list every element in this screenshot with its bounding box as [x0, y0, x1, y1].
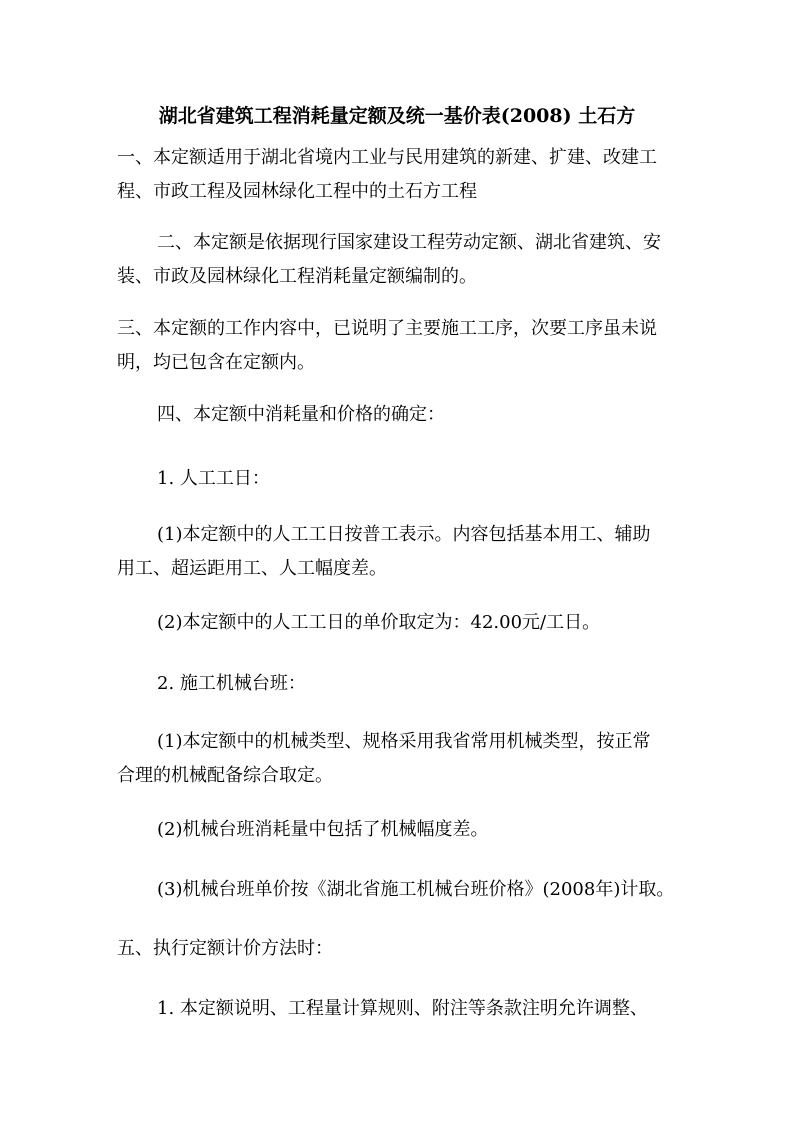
paragraph-3: [117, 312, 707, 380]
paragraph-line: 五、执行定额计价方法时：: [117, 938, 333, 959]
paragraph-10: [117, 813, 707, 847]
paragraph-line: 2. 施工机械台班：: [157, 673, 306, 694]
paragraph-line: (1)本定额中的机械类型、规格采用我省常用机械类型，按正常: [157, 731, 651, 752]
paragraph-line: 明，均已包含在定额内。: [117, 352, 315, 373]
paragraph-line: (2)机械台班消耗量中包括了机械幅度差。: [157, 819, 489, 840]
paragraph-line: (2)本定额中的人工工日的单价取定为：42.00元/工日。: [157, 612, 601, 633]
paragraph-1: [117, 141, 707, 209]
paragraph-5: [117, 462, 707, 496]
paragraph-line: 四、本定额中消耗量和价格的确定：: [157, 404, 445, 425]
paragraph-6: [117, 518, 707, 586]
paragraph-8: [117, 667, 707, 701]
paragraph-line: (1)本定额中的人工工日按普工表示。内容包括基本用工、辅助: [157, 524, 651, 545]
paragraph-9: [117, 725, 707, 793]
paragraph-line: (3)机械台班单价按《湖北省施工机械台班价格》(2008年)计取。: [157, 879, 675, 900]
paragraph-11: [117, 873, 707, 907]
paragraph-7: [117, 606, 707, 640]
paragraph-13: [117, 992, 707, 1026]
paragraph-line: 二、本定额是依据现行国家建设工程劳动定额、湖北省建筑、安: [157, 232, 661, 253]
paragraph-line: 三、本定额的工作内容中，已说明了主要施工工序，次要工序虽未说: [117, 318, 657, 339]
paragraph-4: [117, 398, 707, 432]
paragraph-line: 一、本定额适用于湖北省境内工业与民用建筑的新建、扩建、改建工: [117, 147, 657, 168]
paragraph-line: 程、市政工程及园林绿化工程中的土石方工程: [117, 181, 477, 202]
paragraph-line: 合理的机械配备综合取定。: [117, 765, 333, 786]
paragraph-line: 1. 人工工日：: [157, 468, 270, 489]
paragraph-2: [117, 226, 707, 294]
document-title: 湖北省建筑工程消耗量定额及统一基价表(2008) 土石方: [158, 105, 636, 127]
paragraph-12: [117, 932, 707, 966]
paragraph-line: 用工、超运距用工、人工幅度差。: [117, 558, 387, 579]
paragraph-line: 1. 本定额说明、工程量计算规则、附注等条款注明允许调整、: [157, 998, 648, 1019]
paragraph-line: 装、市政及园林绿化工程消耗量定额编制的。: [117, 266, 477, 287]
